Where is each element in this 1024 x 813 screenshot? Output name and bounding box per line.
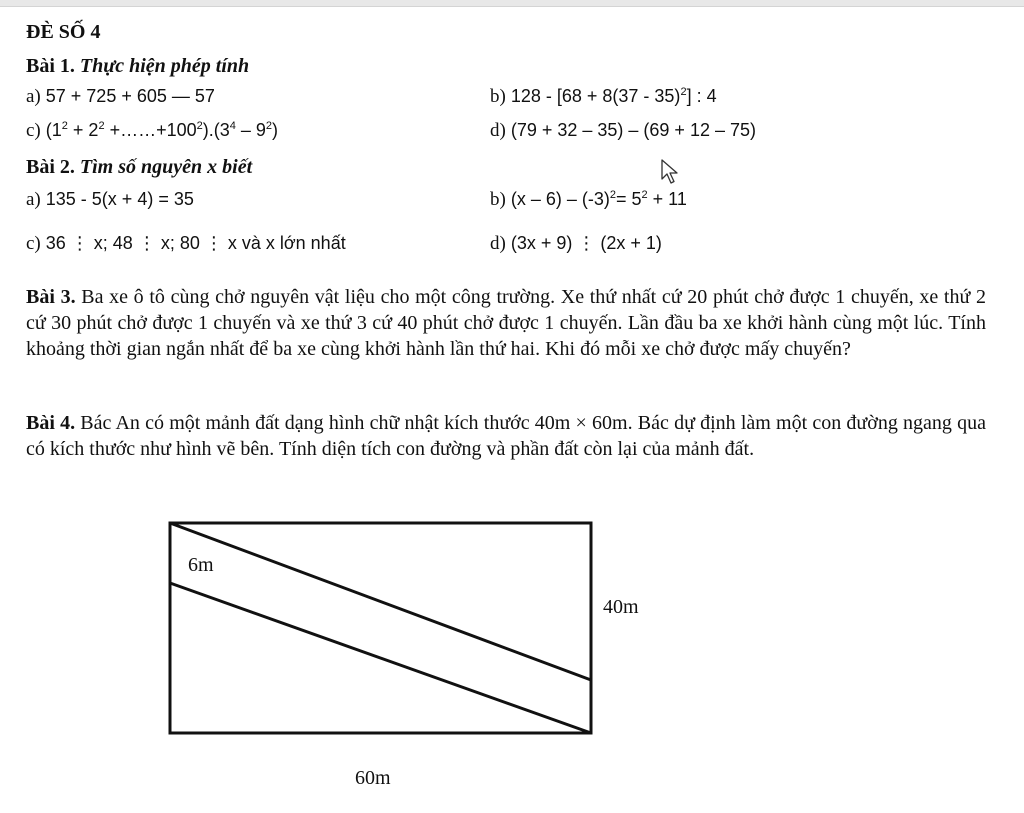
bai4-label: Bài 4.	[26, 412, 76, 434]
bai2-label: Bài 2.	[26, 156, 75, 178]
bai2-c-label: c)	[26, 233, 41, 254]
bai3-label: Bài 3.	[26, 286, 76, 308]
bai2-a-label: a)	[26, 189, 41, 210]
bai3-text: Ba xe ô tô cùng chở nguyên vật liệu cho một công trường. Xe thứ nhất cứ 20 phút chở được 1 chuyến, xe thứ 2 cứ 30 phút chở được 1 chuyến và xe thứ 3 cứ 40 phút chở được 1 chuyến. Lần đầu ba xe khởi hành cùng một lúc. Tính khoảng thời gian ngắn nhất để ba xe cùng khởi hành lần thứ hai. Khi đó mỗi xe chở được mấy chuyến?	[26, 286, 986, 360]
bai2-b-expr: $(x - 6) - (-3)^2= 5^2 + 11$	[510, 189, 687, 209]
bai1-d-expr: (79 + 32 – 35) – (69 + 12 – 75)	[510, 120, 756, 140]
bai2-d-expr: (3x + 9) ⋮ (2x + 1)	[510, 233, 662, 253]
bai2-c-expr: 36 ⋮ x; 48 ⋮ x; 80 ⋮ x và x lớn nhất	[45, 233, 346, 253]
bai2-b-label: b)	[490, 189, 506, 210]
bai1-label: Bài 1.	[26, 55, 75, 77]
page-title: ĐÈ SỐ 4	[26, 21, 101, 43]
bai1-c-label: c)	[26, 120, 41, 141]
bai1-d-label: d)	[490, 120, 506, 141]
land-rectangle	[170, 523, 591, 733]
width-label: 60m	[355, 767, 391, 789]
bai1-b-label: b)	[490, 86, 506, 107]
bai1-title: Thực hiện phép tính	[79, 55, 250, 77]
bai4-text: Bác An có một mảnh đất dạng hình chữ nhật kích thước 40m × 60m. Bác dự định làm một con đường ngang qua có kích thước như hình vẽ bên. Tính diện tích con đường và phần đất còn lại của mảnh đất.	[26, 412, 986, 460]
bai2-a-expr: 135 - 5(x + 4) = 35	[45, 189, 194, 209]
bai2-title: Tìm số nguyên x biết	[79, 156, 253, 178]
bai1-a-label: a)	[26, 86, 41, 107]
height-label: 40m	[603, 596, 639, 618]
road-width-label: 6m	[188, 554, 214, 576]
bai1-b-expr: 128 - [68 + 8(37 - 35)$^2$] : 4	[510, 86, 717, 106]
bai1-a-expr: 57 + 725 + 605 — 57	[45, 86, 215, 106]
bai2-d-label: d)	[490, 233, 506, 254]
bai1-c-expr: ($1^2 + 2^2$ $+\dots\dots+100^2).(3^4 - 9^2)$	[45, 120, 279, 140]
